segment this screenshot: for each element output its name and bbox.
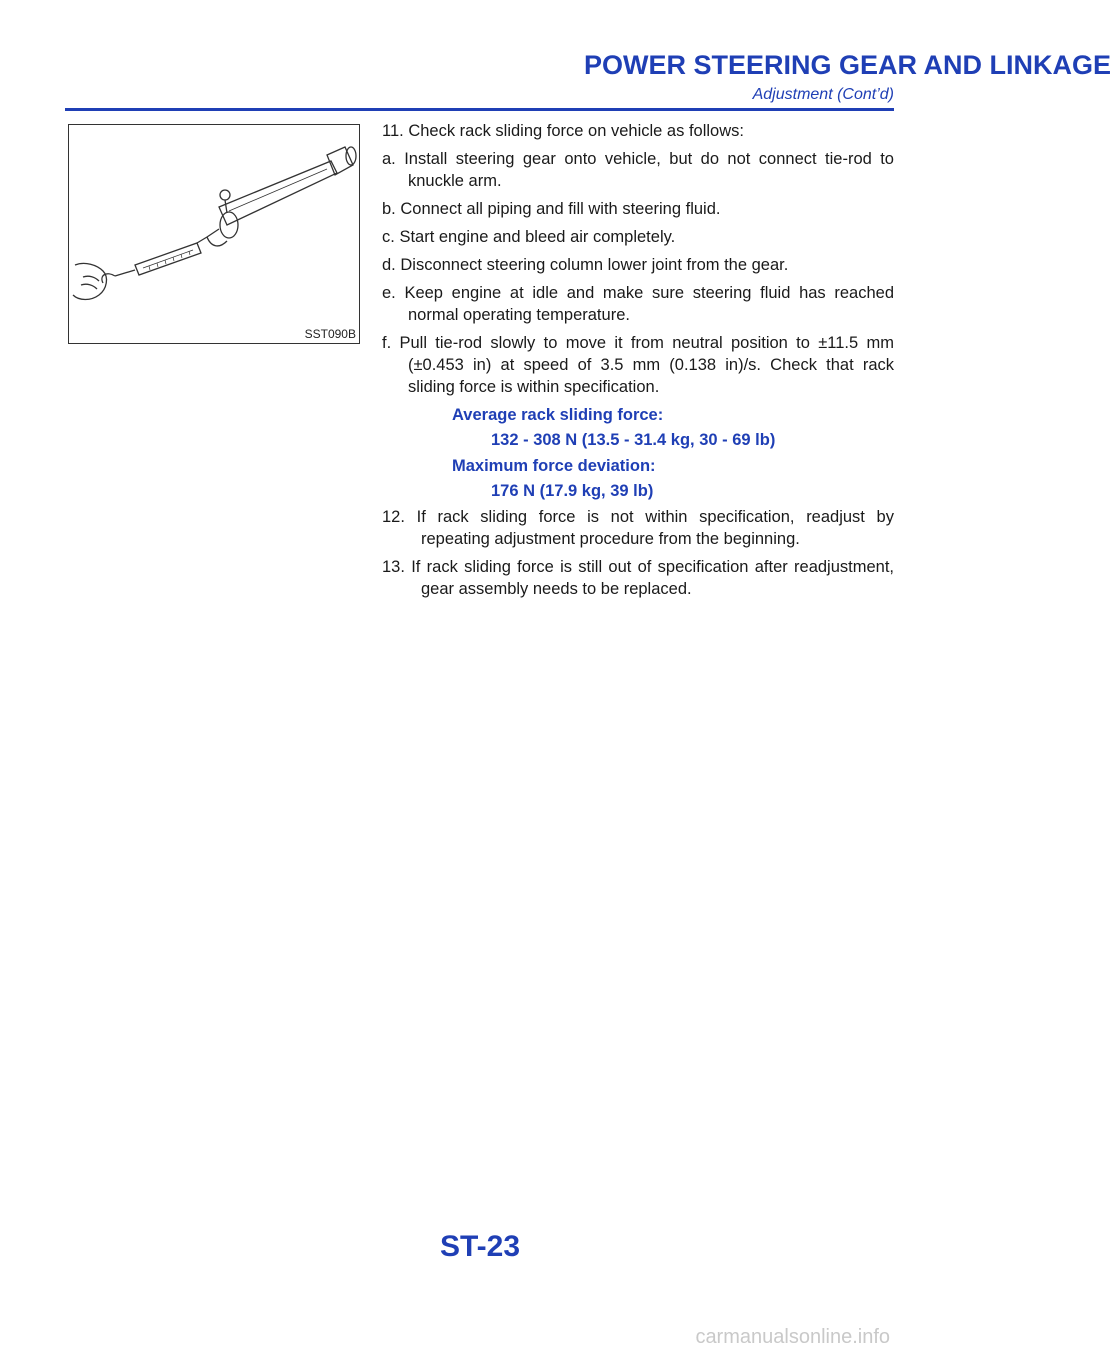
step-11 bbox=[382, 120, 894, 142]
step-marker: 12. bbox=[382, 508, 405, 526]
step-marker: c. bbox=[382, 228, 395, 246]
section-subtitle: Adjustment (Cont’d) bbox=[752, 86, 894, 103]
step-marker: b. bbox=[382, 200, 396, 218]
watermark-text: carmanualsonline.info bbox=[695, 1326, 890, 1348]
step-f bbox=[382, 332, 894, 398]
spec-value-max-deviation: 176 N (17.9 kg, 39 lb) bbox=[491, 482, 654, 500]
step-text: If rack sliding force is still out of specification after readjustment, gear assembly needs to be replaced. bbox=[411, 558, 894, 598]
figure-illustration bbox=[68, 124, 360, 344]
step-marker: f. bbox=[382, 334, 392, 352]
spec-label-max-deviation: Maximum force deviation: bbox=[452, 457, 656, 475]
step-marker: a. bbox=[382, 150, 396, 168]
step-e bbox=[382, 282, 894, 326]
step-marker: 11. bbox=[382, 122, 404, 140]
step-d bbox=[382, 254, 894, 276]
section-title: POWER STEERING GEAR AND LINKAGE bbox=[584, 50, 1111, 80]
step-text: Connect all piping and fill with steering fluid. bbox=[400, 200, 721, 218]
spec-value-average-force: 132 - 308 N (13.5 - 31.4 kg, 30 - 69 lb) bbox=[491, 431, 776, 449]
step-text: Pull tie-rod slowly to move it from neutral position to ±11.5 mm (±0.453 in) at speed of 3.5 mm (0.138 in)/s. Check that rack sliding force is within specification. bbox=[399, 334, 894, 396]
step-marker: 13. bbox=[382, 558, 405, 576]
step-marker: e. bbox=[382, 284, 396, 302]
step-text: If rack sliding force is not within specification, readjust by repeating adjustment procedure from the beginning. bbox=[416, 508, 894, 548]
page-number: ST-23 bbox=[439, 1230, 521, 1263]
steering-gear-illustration bbox=[69, 125, 359, 343]
step-text: Check rack sliding force on vehicle as follows: bbox=[408, 122, 744, 140]
step-13 bbox=[382, 556, 894, 600]
step-12 bbox=[382, 506, 894, 550]
step-a bbox=[382, 148, 894, 192]
step-b bbox=[382, 198, 894, 220]
step-text: Disconnect steering column lower joint from the gear. bbox=[400, 256, 789, 274]
step-c bbox=[382, 226, 894, 248]
step-marker: d. bbox=[382, 256, 396, 274]
step-text: Keep engine at idle and make sure steering fluid has reached normal operating temperature. bbox=[404, 284, 894, 324]
spec-label-average-force: Average rack sliding force: bbox=[452, 406, 664, 424]
step-text: Install steering gear onto vehicle, but do not connect tie-rod to knuckle arm. bbox=[404, 150, 894, 190]
header-rule bbox=[65, 108, 894, 111]
figure-label: SST090B bbox=[304, 327, 356, 341]
procedure-content bbox=[382, 120, 894, 606]
step-text: Start engine and bleed air completely. bbox=[399, 228, 676, 246]
